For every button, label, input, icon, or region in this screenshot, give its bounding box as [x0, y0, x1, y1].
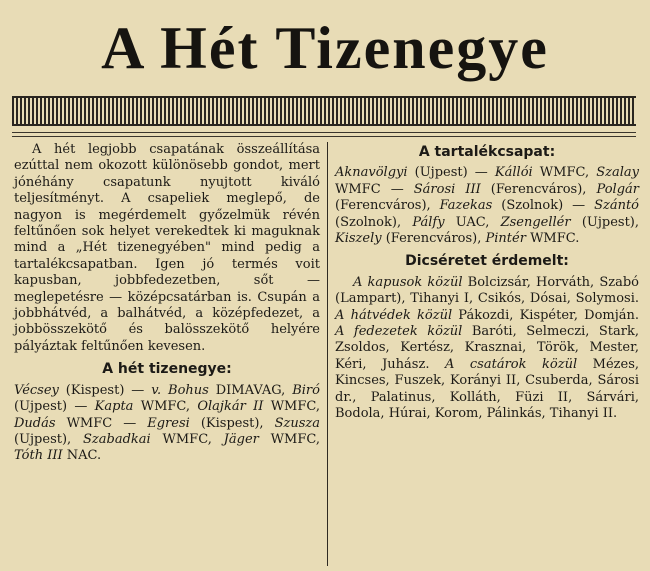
player-name: Aknavölgyi: [335, 165, 408, 181]
player-name: Kállói: [494, 165, 533, 181]
divider-top: [12, 132, 636, 133]
player-name: Jäger: [223, 431, 259, 447]
divider-top-inner: [12, 136, 636, 137]
player-club: (Ujpest) —: [407, 165, 495, 181]
player-name: Szabadkai: [83, 431, 151, 447]
praise-group-names: Pákozdi, Kispéter, Domján.: [452, 307, 640, 323]
player-club: (Ferencváros),: [335, 198, 440, 214]
player-name: Szántó: [594, 198, 639, 214]
praise-group-names: Baróti, Selmeczi, Stark, Zsoldos, Kertész, Krasznai, Török, Mester, Kéri, Juhász.: [335, 324, 640, 372]
player-name: Zsengellér: [500, 214, 571, 230]
lineup-list: [14, 383, 320, 465]
player-club: (Ujpest) —: [14, 399, 95, 415]
player-club: (Kispest),: [189, 415, 275, 431]
player-name: Kapta: [94, 399, 134, 415]
player-club: UAC,: [444, 214, 501, 230]
reserve-heading: A tartalékcsapat:: [418, 144, 556, 160]
player-name: Olajkár II: [197, 399, 264, 415]
player-name: Vécsey: [14, 382, 59, 398]
player-name: Egresi: [147, 415, 190, 431]
player-name: Biró: [292, 382, 320, 398]
player-club: WMFC,: [263, 399, 321, 415]
player-name: Dudás: [14, 415, 56, 431]
player-club: NAC.: [62, 448, 102, 464]
player-club: WMFC,: [532, 165, 597, 181]
reserve-list: [335, 165, 639, 247]
praise-group-label: A kapusok közül: [353, 274, 463, 290]
player-club: (Szolnok) —: [492, 198, 595, 214]
player-name: Szusza: [274, 415, 320, 431]
praise-group-names: Bolcizsár, Horváth, Szabó (Lampart), Tihanyi I, Csikós, Dósai, Solymosi.: [335, 274, 640, 307]
player-name: Sárosi III: [413, 181, 481, 197]
headline: A Hét Tizenegye: [101, 15, 549, 81]
player-club: WMFC,: [133, 399, 198, 415]
player-club: WMFC.: [525, 231, 580, 247]
player-club: (Ferencváros),: [381, 231, 486, 247]
headline-ornament-rule: [12, 96, 636, 126]
praise-list: [335, 275, 639, 423]
player-name: v. Bohus: [151, 382, 209, 398]
player-name: Polgár: [596, 181, 639, 197]
player-name: Tóth III: [14, 448, 63, 464]
player-club: (Kispest) —: [58, 382, 152, 398]
lineup-heading: A hét tizenegye:: [102, 361, 232, 378]
player-name: Kiszely: [335, 231, 382, 247]
player-club: WMFC —: [55, 415, 148, 431]
player-name: Fazekas: [439, 198, 493, 214]
left-column: [14, 142, 320, 465]
player-club: (Ujpest),: [570, 214, 639, 230]
praise-group-label: A fedezetek közül: [335, 324, 463, 340]
right-column: [335, 142, 639, 423]
player-club: (Szolnok),: [335, 214, 413, 230]
player-club: WMFC,: [150, 431, 224, 447]
praise-heading: Dicséretet érdemelt:: [405, 253, 569, 270]
player-name: Szalay: [596, 165, 639, 181]
player-club: (Ujpest),: [14, 431, 83, 447]
player-club: DIMAVAG,: [208, 382, 293, 398]
praise-group-label: A hátvédek közül: [335, 307, 453, 323]
player-club: WMFC,: [258, 431, 320, 447]
praise-group-label: A csatárok közül: [444, 356, 578, 372]
praise-group-names: Mézes, Kincses, Fuszek, Korányi II, Csuberda, Sárosi dr., Palatinus, Kolláth, Füzi II, Sárvári, Bodola, Húrai, Korom, Pálinkás, Tihanyi II.: [335, 356, 640, 422]
intro-paragraph: A hét legjobb csapatának összeállítása ezúttal nem okozott különösebb gondot, mert jónéhány csapatunk nyujtott kiváló teljesítményt. A csapeliek meglepő, de nagyon is megérdemelt győzelmük révén feltűnően sok helyet verekedtek ki maguknak mind a „Hét tizenegyében" mind pedig a tartalékcsapatban. Igen jó termés voit kapusban, jobbfedezetben, sőt — meglepetésre — középcsatárban is. Csupán a jobbhátvéd, a balhátvéd, a középfedezet, a jobbösszekötő és balösszekötő helyére pályáztak feltűnően kevesen.: [14, 142, 320, 354]
player-club: (Ferencváros),: [480, 181, 597, 197]
column-divider: [327, 142, 328, 566]
player-name: Pintér: [485, 231, 526, 247]
player-club: WMFC —: [335, 181, 414, 197]
player-name: Pálfy: [412, 214, 445, 230]
